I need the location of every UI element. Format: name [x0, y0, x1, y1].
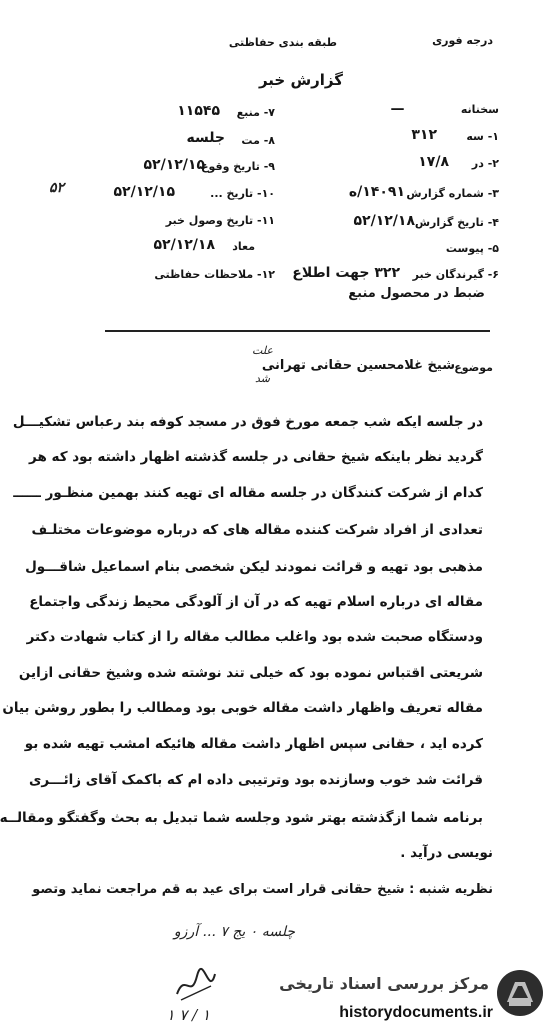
body-line: تعدادی از افراد شرکت کننده مقاله های که درباره موضوعات مختلـف	[31, 522, 483, 538]
handwritten-note: ۱ / ۷ ۱	[166, 1006, 210, 1024]
field-value: ۱۱۵۴۵	[177, 103, 220, 119]
body-line: ودستگاه صحبت شده بود واغلب مطالب مقاله را از کتاب شهادت دکتر	[26, 629, 483, 645]
field-label: ۷- منبع	[236, 106, 275, 119]
field-value: ۱۷/۸	[418, 154, 449, 170]
classification-label: درجه فوری	[432, 34, 493, 47]
field-value: ۵۲/۱۲/۱۵	[143, 157, 205, 173]
signature-scribble	[171, 964, 221, 1006]
report-title: گزارش خبر	[258, 71, 343, 89]
field-label: ۱- سه	[466, 130, 499, 143]
field-label: ۹- تاریخ وقوع	[200, 160, 275, 173]
field-label: ۳- شماره گزارش	[406, 187, 499, 200]
body-line: قرائت شد خوب وسازنده بود وترتیبی داده ام که باکمک آقای زائـــری	[28, 772, 483, 788]
subject-note-bottom: شد	[255, 372, 270, 385]
body-line: مذهبی بود تهیه و قرائت نمودند لیکن شخصی بنام اسماعیل شاقـــول	[25, 559, 483, 575]
field-value: ۵۲/۱۲/۱۸	[353, 213, 415, 229]
recipients-extra: ضبط در محصول منبع	[348, 286, 485, 301]
body-line: کدام از شرکت کنندگان در جلسه مقاله ای تهیه کنند بهمین منظـور ــــــ	[13, 485, 483, 501]
field-label: سخنانه	[460, 103, 499, 116]
body-line: مقاله ای درباره اسلام تهیه که در آن از آلودگی محیط زندگی واجتماع	[29, 594, 483, 610]
body-line: مقاله تعریف واظهار داشت مقاله خوبی بود ومطالب را بطور روشن بیان	[2, 700, 483, 716]
field-value: ۳۲۲ جهت اطلاع	[292, 265, 400, 281]
field-label: معاد	[232, 240, 255, 253]
field-label: ۸- مت	[241, 134, 275, 147]
archive-logo-icon	[495, 968, 545, 1018]
body-line: کرده اید ، حقانی سپس اظهار داشت مقاله هائیکه امشب تهیه شده بو	[24, 736, 483, 752]
field-label: ۴- تاریخ گزارش	[414, 216, 499, 229]
field-value: ۳۱۲	[411, 127, 437, 143]
field-value: ۵۲/۱۲/۱۵	[113, 184, 175, 200]
field-label: ۱۰- تاریخ ...	[210, 187, 275, 200]
body-line: نویسی درآید .	[400, 845, 493, 861]
comment-line: نظریه شنبه : شیخ حقانی قرار است برای عید به قم مراجعت نماید وتصو	[32, 882, 493, 897]
handwritten-note: چلسه ۰ یج ۷ ... آرزو	[173, 924, 295, 940]
margin-mark: ۵۲	[49, 180, 65, 196]
field-value: —	[390, 101, 405, 117]
body-line: در جلسه ایکه شب جمعه مورخ فوق در مسجد کوفه بند رعباس تشکیـــل	[12, 414, 483, 430]
field-label: ۵- پیوست	[445, 242, 499, 255]
divider-top	[105, 330, 490, 332]
subject-note-top: علت	[251, 344, 273, 357]
subject-prefix: موضوع	[454, 361, 493, 374]
protection-class-label: طبقه بندی حفاظتی	[228, 36, 337, 49]
body-line: شریعتی اقتباس نموده بود که خیلی تند نوشته شده وشیخ حقانی ازاین	[18, 665, 483, 681]
watermark-url: historydocuments.ir	[339, 1004, 493, 1021]
field-value: جلسه	[186, 130, 225, 146]
subject-text: شیخ غلامحسین حقانی تهرانی	[261, 358, 455, 373]
watermark-name: مرکز بررسی اسناد تاریخی	[279, 974, 489, 993]
field-value: ۱۴۰۹۱/ه	[348, 184, 405, 200]
field-label: ۱۲- ملاحظات حفاظتی	[154, 268, 275, 281]
field-value: ۵۲/۱۲/۱۸	[153, 237, 215, 253]
field-label: ۱۱- تاریخ وصول خبر	[165, 214, 275, 227]
field-label: ۲- در	[471, 157, 499, 170]
body-line: گردید نظر باینکه شیخ حقانی در جلسه گذشته اظهار داشته بود که هر	[29, 449, 483, 465]
body-line: برنامه شما ازگذشته بهتر شود وجلسه شما تبدیل به بحث وگفتگو ومقالــه	[0, 810, 483, 826]
field-label: ۶- گیرندگان خبر	[412, 268, 499, 281]
